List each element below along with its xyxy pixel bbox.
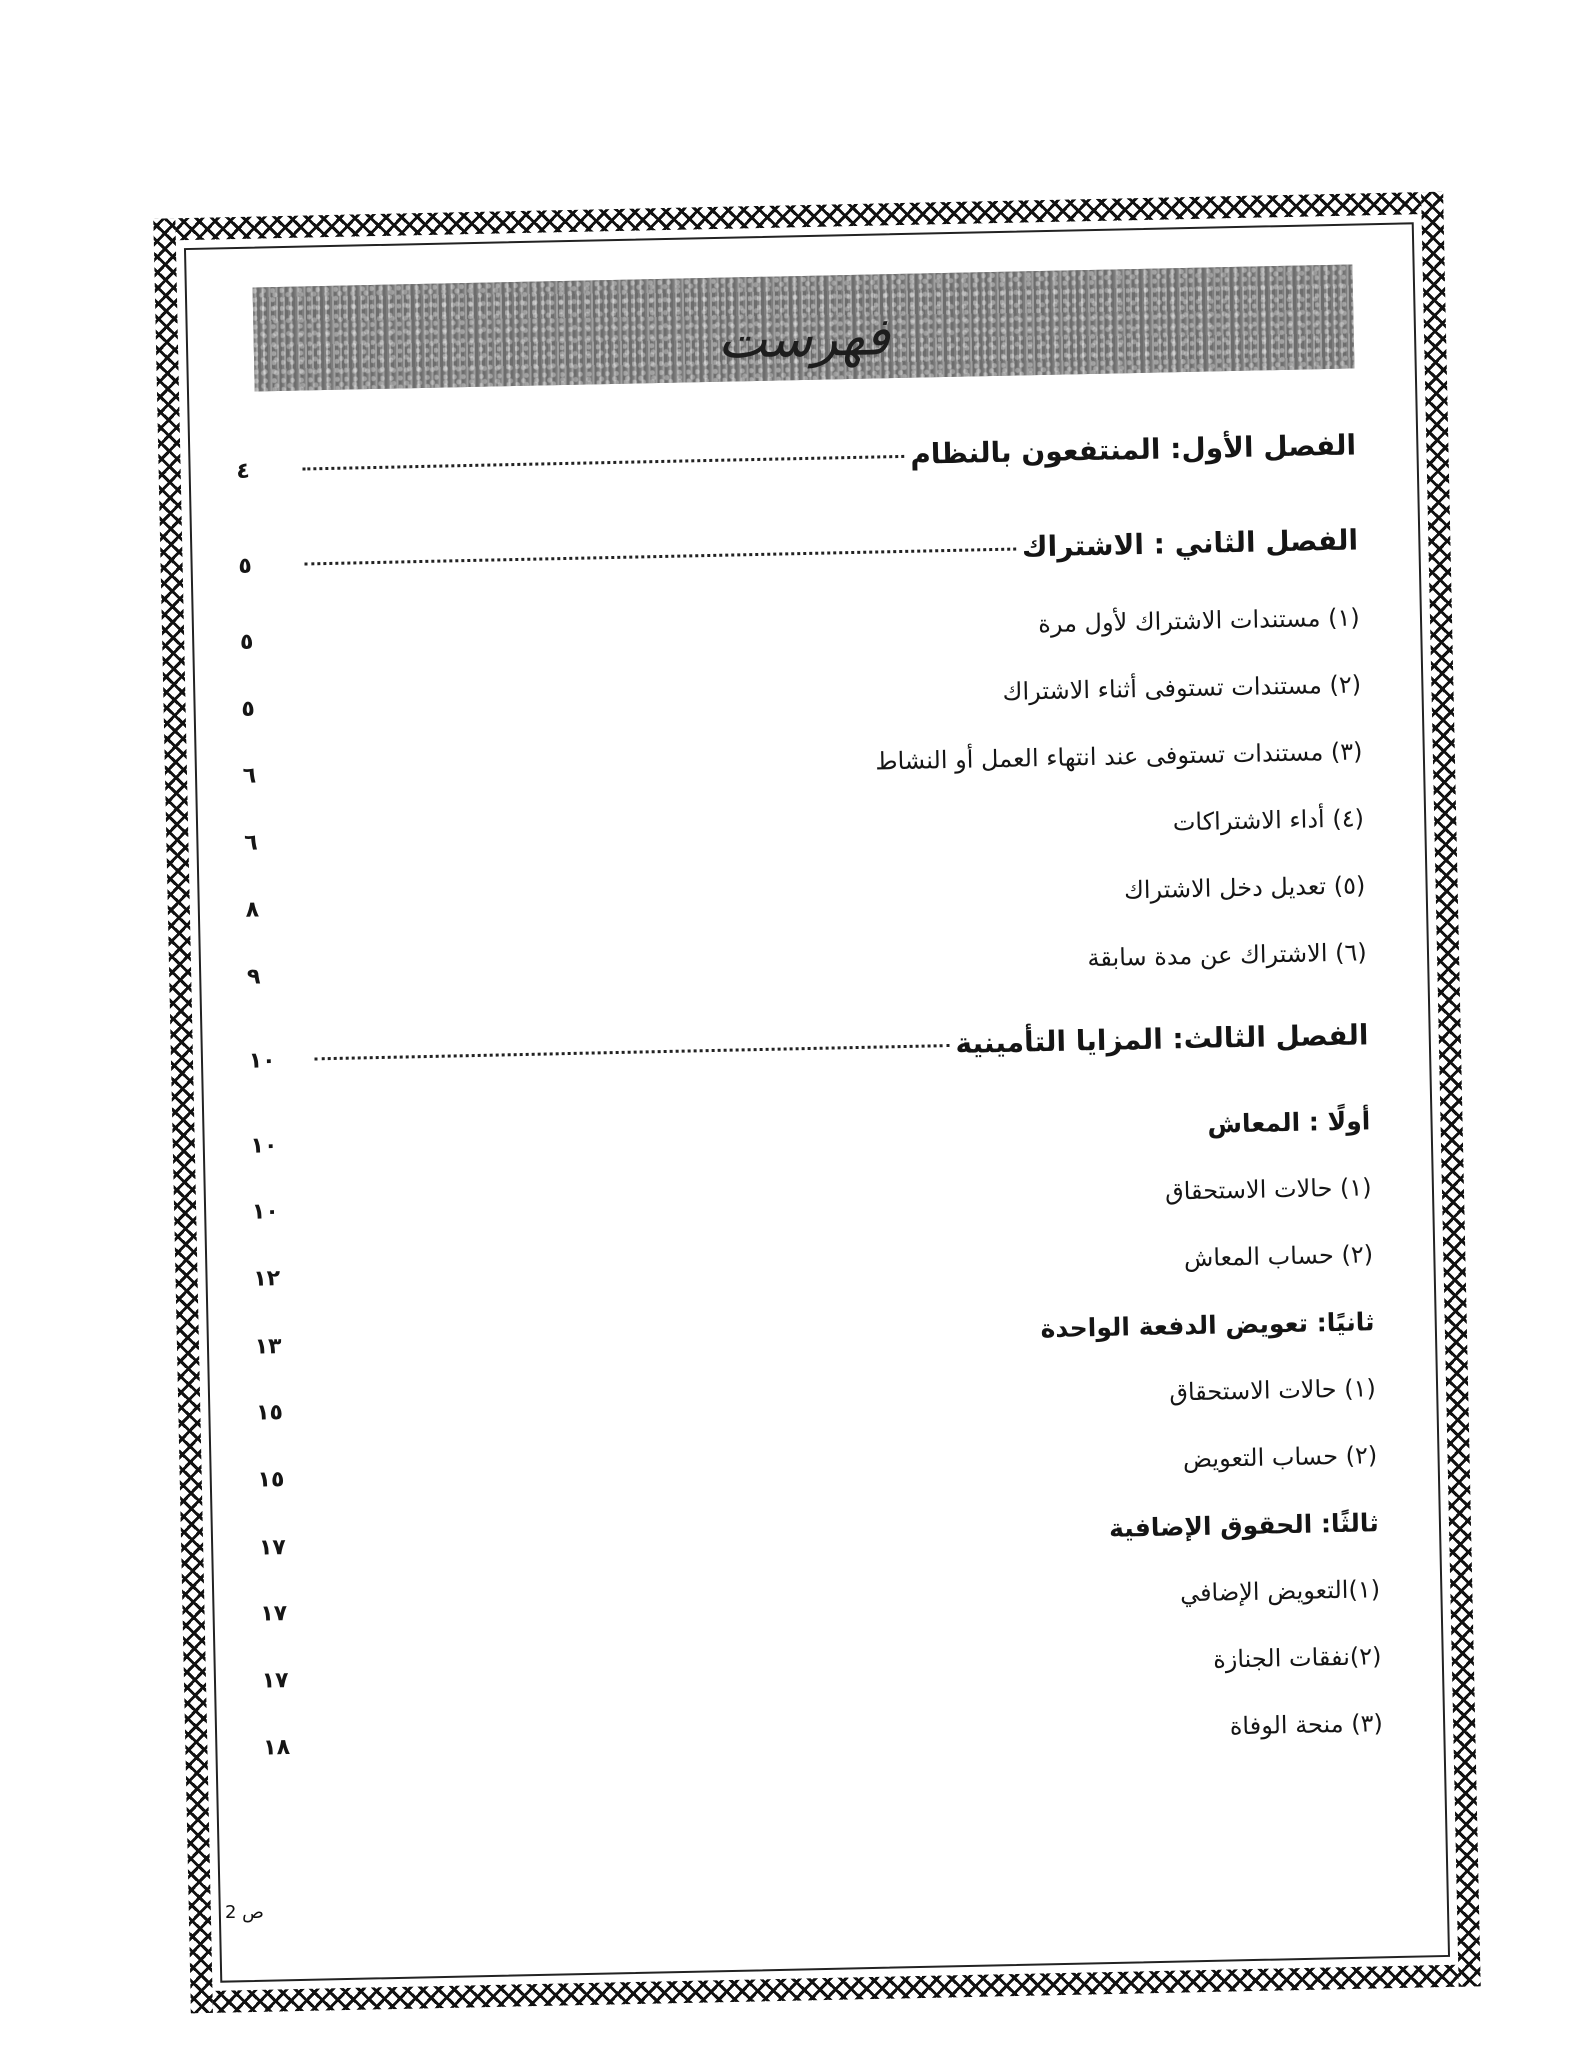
toc-entry xyxy=(240,603,1360,654)
banner-title: فهرست xyxy=(717,307,891,371)
toc-entry-page: ٥ xyxy=(241,696,256,722)
toc-entry-page: ١٧ xyxy=(260,1601,288,1627)
toc-entry xyxy=(260,1575,1380,1626)
toc-entry-label: الفصل الأول: المنتفعون بالنظام xyxy=(909,428,1357,471)
toc-entry-label: (٢)نفقات الجنازة xyxy=(1212,1642,1382,1674)
toc-entry xyxy=(257,1441,1377,1492)
toc-entry xyxy=(261,1642,1381,1693)
toc-entry-page: ٩ xyxy=(246,964,261,990)
toc-entry-page: ٦ xyxy=(243,830,258,856)
toc-entry xyxy=(236,428,1356,484)
toc-entry-label: (١) حالات الاستحقاق xyxy=(1169,1374,1377,1407)
toc-banner xyxy=(253,264,1355,391)
toc-entry-label: (٤) أداء الاشتراكات xyxy=(1172,804,1365,837)
toc-entry xyxy=(242,737,1362,788)
toc-entry-page: ١٠ xyxy=(251,1199,280,1225)
toc-entry-page: ٨ xyxy=(245,897,260,923)
toc-entry xyxy=(253,1240,1373,1291)
toc-entry-label: (١) حالات الاستحقاق xyxy=(1164,1173,1372,1206)
toc-entry-label: الفصل الثاني : الاشتراك xyxy=(1021,523,1359,564)
toc-entry xyxy=(252,1173,1372,1224)
toc-entry-label: (٢) حساب المعاش xyxy=(1183,1240,1374,1273)
toc-entry-page: ١٣ xyxy=(254,1334,282,1360)
toc-entry-page: ٥ xyxy=(238,553,253,579)
toc-entry-page: ١٥ xyxy=(257,1467,285,1493)
toc-entry xyxy=(263,1709,1383,1760)
toc-entry-label: الفصل الثالث: المزايا التأمينية xyxy=(955,1018,1369,1060)
toc-entry-label: (٥) تعديل دخل الاشتراك xyxy=(1123,871,1366,905)
leader-dots xyxy=(302,455,904,471)
toc-entry-label: (٣) منحة الوفاة xyxy=(1229,1709,1384,1741)
toc-entry-label: أولًا : المعاش xyxy=(1207,1106,1371,1139)
toc-entry xyxy=(259,1508,1379,1560)
toc-entry-page: ٤ xyxy=(236,458,251,484)
toc-entry-label: (٣) مستندات تستوفى عند انتهاء العمل أو النشاط xyxy=(875,737,1363,776)
toc-entry xyxy=(247,938,1367,989)
leader-dots xyxy=(304,548,1016,566)
toc-entry-page: ٦ xyxy=(242,763,257,789)
page-number: ص 2 xyxy=(225,1902,264,1923)
toc-entry-page: ١٢ xyxy=(253,1266,281,1292)
toc-entry xyxy=(250,1106,1370,1158)
toc-entry-page: ٥ xyxy=(239,629,254,655)
toc-entry xyxy=(248,1018,1368,1074)
toc-entry-label: (٢) حساب التعويض xyxy=(1182,1441,1378,1474)
toc-entry-label: (١)التعويض الإضافي xyxy=(1179,1575,1381,1608)
toc-entry xyxy=(254,1307,1374,1359)
toc-entry-page: ١٨ xyxy=(262,1735,291,1761)
toc-entry-page: ١٧ xyxy=(258,1535,287,1561)
toc-entry xyxy=(245,871,1365,922)
toc-entry xyxy=(256,1374,1376,1425)
toc-entry xyxy=(241,670,1361,721)
toc-entry-label: (١) مستندات الاشتراك لأول مرة xyxy=(1037,603,1360,639)
toc-entry xyxy=(244,804,1364,855)
toc-entry-page: ١٧ xyxy=(261,1668,289,1694)
toc-entry-page: ١٥ xyxy=(255,1400,284,1426)
toc-entry-label: ثالثًا: الحقوق الإضافية xyxy=(1108,1508,1379,1543)
toc-entry xyxy=(238,523,1358,579)
toc-entry-page: ١٠ xyxy=(248,1048,276,1074)
toc-entry-page: ١٠ xyxy=(250,1133,278,1159)
toc-entry-label: (٦) الاشتراك عن مدة سابقة xyxy=(1087,938,1368,973)
toc-entry-label: (٢) مستندات تستوفى أثناء الاشتراك xyxy=(1002,670,1362,706)
toc-content xyxy=(232,258,1387,1971)
leader-dots xyxy=(315,1044,950,1060)
toc-entry-label: ثانيًا: تعويض الدفعة الواحدة xyxy=(1040,1307,1375,1344)
